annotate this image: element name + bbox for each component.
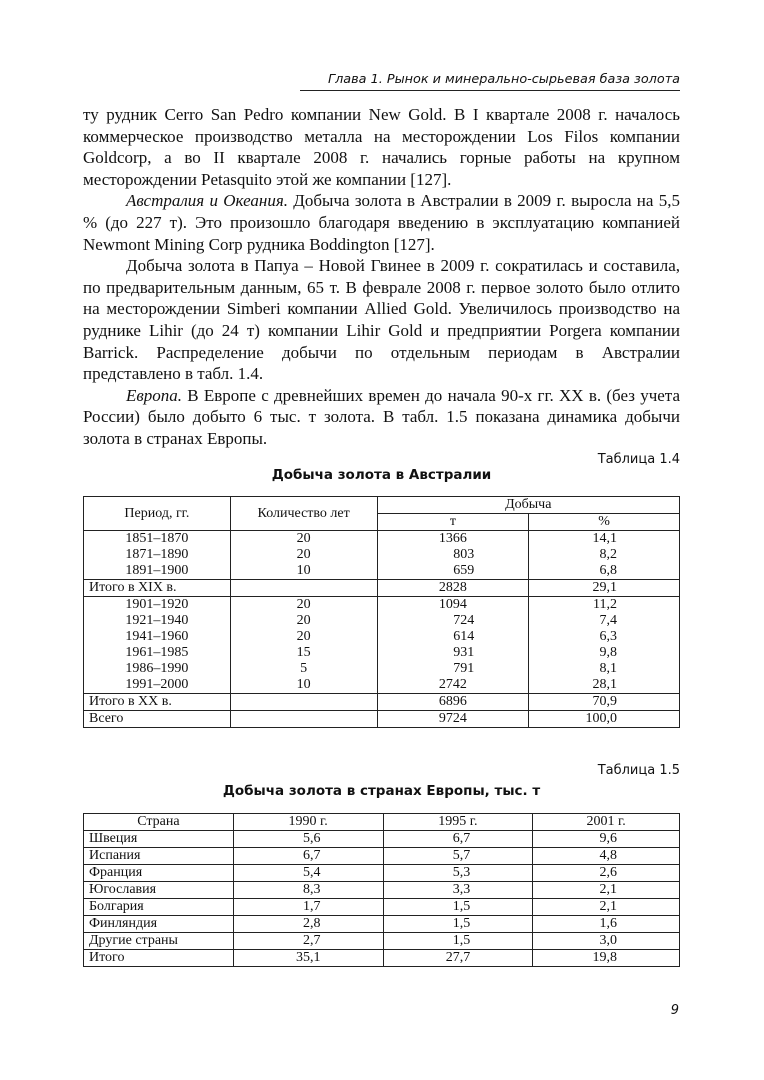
header-1990: 1990 г. [233,814,383,831]
table-1-4-title: Добыча золота в Австралии [271,467,492,483]
table-1-5-title: Добыча золота в странах Европы, тыс. т [222,783,541,799]
header-country: Страна [84,814,234,831]
table-subtotal-row: Итого в XIX в. 2828 29,1 [84,580,680,597]
table-row: Другие страны 2,7 1,5 3,0 [84,933,680,950]
table-row: 1851–1870 20 1366 14,1 [84,531,680,548]
header-2001: 2001 г. [533,814,680,831]
table-1-5 [83,813,680,967]
table-row: Швеция 5,6 6,7 9,6 [84,831,680,848]
table-row: 1961–1985 15 931 9,8 [84,645,680,661]
paragraph-2 [83,190,680,255]
table-row: 1941–1960 20 614 6,3 [84,629,680,645]
table-header-row [84,814,680,831]
paragraph-3: Добыча золота в Папуа – Новой Гвинее в 2009 г. сократилась и составила, по предварительным данным, 65 т. В феврале 2008 г. первое золото было отлито на месторождении Simberi компании Allied Gold. Увеличилось производство на руднике Lihir (до 24 т) компании Lihir Gold и предприятии Porgera компании Barrick. Распределение добычи по отдельным периодам в Австралии представлено в табл. 1.4. [83,256,680,384]
paragraph-4-lead: Европа. [126,385,183,405]
header-1995: 1995 г. [383,814,533,831]
table-1-5-caption: Таблица 1.5 [597,763,680,778]
table-row: 1986–1990 5 791 8,1 [84,661,680,677]
page-number: 9 [670,1003,679,1018]
table-subtotal-row: Итого в XX в. 6896 70,9 [84,694,680,711]
table-row: Франция 5,4 5,3 2,6 [84,865,680,882]
header-t: т [377,514,529,531]
table-row: 1891–1900 10 659 6,8 [84,563,680,580]
table-row: 1871–1890 20 803 8,2 [84,547,680,563]
table-1-4-caption: Таблица 1.4 [597,452,680,467]
paragraph-2-text: Добыча золота в Австралии в 2009 г. выросла на 5,5 % (до 227 т). Это произошло благодаря введению в эксплуатацию компанией Newmont Mining Corp рудника Boddington [127]. [83,191,680,254]
header-pct: % [529,514,680,531]
header-production: Добыча [377,497,679,514]
table-total-row: Итого 35,1 27,7 19,8 [84,950,680,967]
table-row: Болгария 1,7 1,5 2,1 [84,899,680,916]
table-header-row [84,497,680,514]
header-years: Количество лет [230,497,377,531]
table-row: Финляндия 2,8 1,5 1,6 [84,916,680,933]
table-row: Испания 6,7 5,7 4,8 [84,848,680,865]
table-1-4-group-1 [84,531,680,580]
paragraph-4-text: В Европе с древнейших времен до начала 90-х гг. XX в. (без учета России) было добыто 6 тыс. т золота. В табл. 1.5 показана динамика добычи золота в странах Европы. [83,385,680,448]
table-row: 1901–1920 20 1094 11,2 [84,597,680,614]
table-row: 1991–2000 10 2742 28,1 [84,677,680,694]
paragraph-4 [83,385,680,450]
running-header: Глава 1. Рынок и минерально-сырьевая база золота [300,72,680,91]
table-1-4-group-2 [84,597,680,694]
table-1-4 [83,496,680,728]
paragraph-1: ту рудник Cerro San Pedro компании New Gold. В I квартале 2008 г. началось коммерческое производство металла на месторождении Los Filos компании Goldcorp, а во II квартале 2008 г. начались горные работы на крупном месторождении Petasquito этой же компании [127]. [83,105,680,189]
header-period: Период, гг. [84,497,231,531]
table-row: Югославия 8,3 3,3 2,1 [84,882,680,899]
table-row: 1921–1940 20 724 7,4 [84,613,680,629]
paragraph-2-lead: Австралия и Океания. [126,191,288,211]
body-text [83,104,680,450]
table-total-row: Всего 9724 100,0 [84,711,680,728]
